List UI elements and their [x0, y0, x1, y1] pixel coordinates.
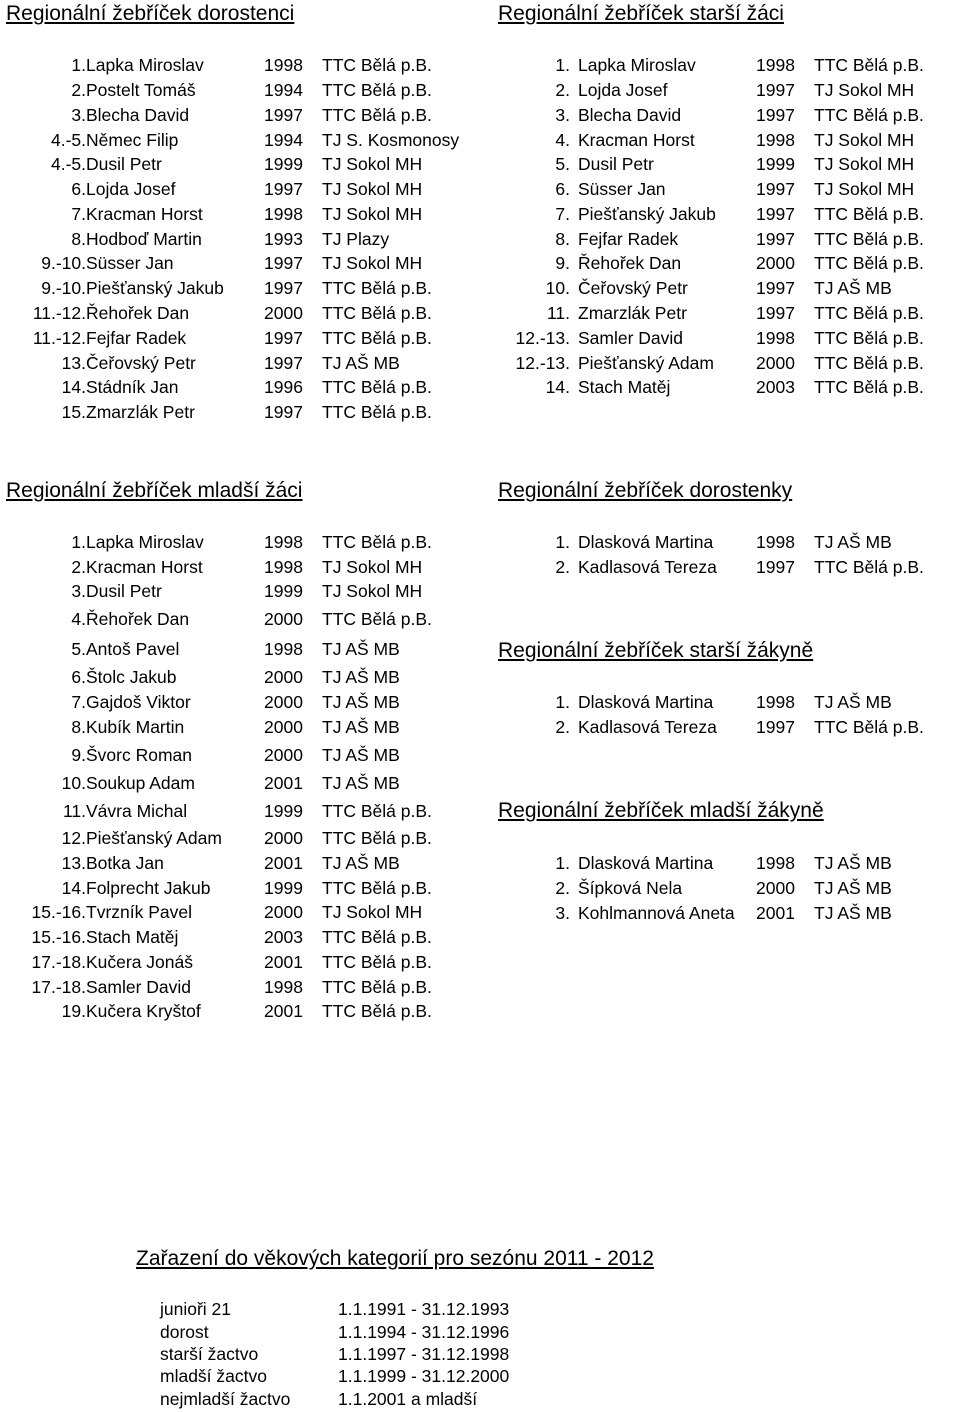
section-dorostenci: [6, 0, 476, 430]
birth-year: 2001: [264, 952, 303, 972]
birth-year: 1998: [756, 692, 795, 712]
birth-year: 1997: [264, 253, 303, 273]
category-date-range: 1.1.1994 - 31.12.1996: [338, 1322, 510, 1342]
section-mladsi-zaci: [6, 478, 476, 1038]
section-mladsi-zakyne: [498, 798, 960, 938]
rank-number: 17.-18.: [31, 952, 86, 972]
birth-year: 1996: [264, 377, 303, 397]
birth-year: 1997: [756, 105, 795, 125]
club-name: TTC Bělá p.B.: [814, 55, 924, 75]
rank-number: 7.: [555, 204, 570, 224]
birth-year: 2000: [756, 253, 795, 273]
club-name: TJ Sokol MH: [322, 253, 423, 273]
birth-year: 1997: [264, 353, 303, 373]
ranking-row: [498, 302, 960, 324]
rank-number: 1.: [71, 532, 86, 552]
rank-number: 3.: [71, 105, 86, 125]
ranking-row: [6, 691, 476, 713]
club-name: TJ Sokol MH: [814, 80, 915, 100]
club-name: TJ AŠ MB: [814, 878, 892, 898]
club-name: TJ AŠ MB: [814, 692, 892, 712]
ranking-row: [498, 252, 960, 274]
birth-year: 2000: [756, 878, 795, 898]
birth-year: 1999: [264, 154, 303, 174]
ranking-row: [6, 716, 476, 738]
ranking-row: [6, 951, 476, 973]
club-name: TTC Bělá p.B.: [322, 80, 432, 100]
club-name: TTC Bělá p.B.: [814, 328, 924, 348]
ranking-row: [498, 556, 960, 578]
rank-number: 9.-10.: [41, 278, 86, 298]
birth-year: 1997: [756, 557, 795, 577]
birth-year: 1997: [756, 80, 795, 100]
player-name: Šípková Nela: [578, 878, 683, 898]
club-name: TJ Sokol MH: [322, 581, 423, 601]
rank-number: 2.: [71, 557, 86, 577]
section-title: Regionální žebříček dorostenky: [498, 479, 793, 502]
section-title: Regionální žebříček mladší žáci: [6, 479, 303, 502]
club-name: TJ AŠ MB: [322, 745, 400, 765]
category-label: nejmladší žactvo: [160, 1389, 291, 1409]
ranking-row: [498, 691, 960, 713]
player-name: Folprecht Jakub: [86, 878, 211, 898]
ranking-row: [6, 531, 476, 553]
ranking-row: [498, 277, 960, 299]
rank-number: 11.: [62, 801, 86, 821]
ranking-row: [6, 153, 476, 175]
club-name: TTC Bělá p.B.: [322, 377, 432, 397]
club-name: TTC Bělá p.B.: [814, 377, 924, 397]
club-name: TTC Bělá p.B.: [322, 609, 432, 629]
ranking-row: [6, 178, 476, 200]
birth-year: 2003: [264, 927, 303, 947]
club-name: TJ Sokol MH: [814, 179, 915, 199]
player-name: Postelt Tomáš: [86, 80, 196, 100]
section-title: Regionální žebříček starší žákyně: [498, 639, 814, 662]
club-name: TTC Bělá p.B.: [322, 927, 432, 947]
club-name: TJ AŠ MB: [814, 853, 892, 873]
club-name: TJ AŠ MB: [814, 903, 892, 923]
birth-year: 1999: [264, 801, 303, 821]
ranking-row: [498, 352, 960, 374]
player-name: Kracman Horst: [86, 204, 203, 224]
player-name: Štolc Jakub: [86, 667, 177, 687]
club-name: TTC Bělá p.B.: [814, 105, 924, 125]
rank-number: 12.: [61, 828, 86, 848]
club-name: TTC Bělá p.B.: [322, 105, 432, 125]
club-name: TJ AŠ MB: [322, 717, 400, 737]
player-name: Tvrzník Pavel: [86, 902, 192, 922]
player-name: Gajdoš Viktor: [86, 692, 191, 712]
ranking-row: [498, 129, 960, 151]
club-name: TJ AŠ MB: [322, 353, 400, 373]
ranking-row: [6, 926, 476, 948]
rank-number: 2.: [71, 80, 86, 100]
rank-number: 4.: [71, 609, 86, 629]
player-name: Řehořek Dan: [86, 609, 190, 629]
club-name: TJ Sokol MH: [322, 557, 423, 577]
club-name: TJ Sokol MH: [814, 130, 915, 150]
player-name: Blecha David: [578, 105, 682, 125]
birth-year: 1998: [756, 328, 795, 348]
rank-number: 2.: [555, 80, 570, 100]
ranking-row: [498, 902, 960, 924]
rank-number: 13.: [61, 853, 86, 873]
birth-year: 2001: [264, 1001, 303, 1021]
player-name: Piešťanský Jakub: [578, 204, 716, 224]
rank-number: 14.: [545, 377, 570, 397]
player-name: Zmarzlák Petr: [86, 402, 195, 422]
rank-number: 1.: [555, 692, 570, 712]
player-name: Kubík Martin: [86, 717, 185, 737]
ranking-row: [498, 153, 960, 175]
rank-number: 1.: [555, 532, 570, 552]
player-name: Čeřovský Petr: [86, 353, 196, 373]
rank-number: 7.: [71, 204, 86, 224]
birth-year: 1997: [264, 278, 303, 298]
rank-number: 11.: [546, 303, 570, 323]
section-starsi-zaci: [498, 0, 960, 410]
category-date-range: 1.1.1999 - 31.12.2000: [338, 1366, 510, 1386]
category-date-range: 1.1.2001 a mladší: [338, 1389, 478, 1409]
birth-year: 1997: [756, 204, 795, 224]
club-name: TJ AŠ MB: [322, 773, 400, 793]
club-name: TTC Bělá p.B.: [322, 952, 432, 972]
club-name: TJ AŠ MB: [814, 532, 892, 552]
section-starsi-zakyne: [498, 638, 960, 748]
player-name: Fejfar Radek: [86, 328, 187, 348]
ranking-row: [6, 376, 476, 398]
player-name: Samler David: [578, 328, 684, 348]
player-name: Dlasková Martina: [578, 853, 714, 873]
player-name: Čeřovský Petr: [578, 278, 688, 298]
category-date-range: 1.1.1991 - 31.12.1993: [338, 1299, 510, 1319]
birth-year: 1993: [264, 229, 303, 249]
player-name: Blecha David: [86, 105, 190, 125]
birth-year: 1997: [264, 179, 303, 199]
player-name: Süsser Jan: [578, 179, 666, 199]
ranking-row: [498, 79, 960, 101]
club-name: TJ AŠ MB: [322, 692, 400, 712]
club-name: TJ Sokol MH: [322, 179, 423, 199]
ranking-row: [6, 129, 476, 151]
ranking-row: [6, 401, 476, 423]
ranking-row: [6, 800, 476, 822]
rank-number: 8.: [555, 229, 570, 249]
player-name: Hodboď Martin: [86, 229, 202, 249]
ranking-row: [498, 877, 960, 899]
rank-number: 14.: [61, 377, 86, 397]
player-name: Kracman Horst: [578, 130, 695, 150]
rank-number: 9.: [555, 253, 570, 273]
birth-year: 1998: [264, 55, 303, 75]
ranking-row: [6, 976, 476, 998]
club-name: TTC Bělá p.B.: [814, 353, 924, 373]
ranking-row: [6, 79, 476, 101]
club-name: TTC Bělá p.B.: [322, 55, 432, 75]
club-name: TTC Bělá p.B.: [322, 532, 432, 552]
birth-year: 2000: [756, 353, 795, 373]
ranking-row: [6, 901, 476, 923]
birth-year: 2000: [264, 609, 303, 629]
birth-year: 1997: [264, 402, 303, 422]
player-name: Lapka Miroslav: [86, 532, 204, 552]
birth-year: 1997: [756, 717, 795, 737]
ranking-row: [6, 666, 476, 688]
category-label: starší žactvo: [160, 1344, 259, 1364]
birth-year: 1997: [264, 105, 303, 125]
club-name: TTC Bělá p.B.: [322, 328, 432, 348]
birth-year: 1994: [264, 80, 303, 100]
ranking-row: [498, 531, 960, 553]
section-title: Regionální žebříček starší žáci: [498, 2, 784, 25]
birth-year: 1997: [756, 229, 795, 249]
club-name: TJ Sokol MH: [322, 902, 423, 922]
player-name: Němec Filip: [86, 130, 179, 150]
club-name: TTC Bělá p.B.: [814, 229, 924, 249]
birth-year: 2001: [264, 853, 303, 873]
club-name: TTC Bělá p.B.: [322, 1001, 432, 1021]
ranking-row: [6, 852, 476, 874]
ranking-row: [6, 580, 476, 602]
rank-number: 1.: [71, 55, 86, 75]
player-name: Zmarzlák Petr: [578, 303, 687, 323]
player-name: Samler David: [86, 977, 192, 997]
birth-year: 1999: [264, 878, 303, 898]
rank-number: 13.: [61, 353, 86, 373]
ranking-row: [6, 556, 476, 578]
ranking-row: [6, 638, 476, 660]
player-name: Dlasková Martina: [578, 692, 714, 712]
club-name: TTC Bělá p.B.: [322, 801, 432, 821]
player-name: Piešťanský Jakub: [86, 278, 224, 298]
rank-number: 19.: [61, 1001, 86, 1021]
rank-number: 2.: [555, 557, 570, 577]
birth-year: 1998: [756, 55, 795, 75]
ranking-row: [6, 1000, 476, 1022]
rank-number: 8.: [71, 717, 86, 737]
ranking-row: [6, 252, 476, 274]
rank-number: 7.: [71, 692, 86, 712]
rank-number: 6.: [71, 667, 86, 687]
player-name: Lojda Josef: [578, 80, 668, 100]
rank-number: 1.: [555, 55, 570, 75]
player-name: Lojda Josef: [86, 179, 176, 199]
club-name: TJ Sokol MH: [322, 154, 423, 174]
rank-number: 8.: [71, 229, 86, 249]
categories-title: Zařazení do věkových kategorií pro sezónu 2011 - 2012: [136, 1247, 654, 1270]
ranking-row: [498, 376, 960, 398]
ranking-row: [498, 104, 960, 126]
birth-year: 1997: [264, 328, 303, 348]
birth-year: 2001: [264, 773, 303, 793]
club-name: TTC Bělá p.B.: [814, 253, 924, 273]
rank-number: 12.-13.: [515, 353, 570, 373]
birth-year: 1998: [264, 532, 303, 552]
club-name: TJ S. Kosmonosy: [322, 130, 460, 150]
birth-year: 2000: [264, 828, 303, 848]
player-name: Botka Jan: [86, 853, 164, 873]
player-name: Lapka Miroslav: [578, 55, 696, 75]
category-label: junioři 21: [160, 1299, 232, 1319]
rank-number: 2.: [555, 717, 570, 737]
ranking-row: [498, 228, 960, 250]
club-name: TTC Bělá p.B.: [814, 204, 924, 224]
ranking-row: [6, 277, 476, 299]
ranking-row: [498, 716, 960, 738]
club-name: TJ Sokol MH: [322, 204, 423, 224]
ranking-row: [6, 877, 476, 899]
ranking-row: [498, 54, 960, 76]
birth-year: 1998: [756, 853, 795, 873]
rank-number: 9.: [71, 745, 86, 765]
club-name: TJ AŠ MB: [322, 639, 400, 659]
player-name: Lapka Miroslav: [86, 55, 204, 75]
birth-year: 1999: [264, 581, 303, 601]
player-name: Stach Matěj: [578, 377, 671, 397]
rank-number: 3.: [71, 581, 86, 601]
birth-year: 2000: [264, 667, 303, 687]
birth-year: 1998: [264, 204, 303, 224]
ranking-row: [498, 203, 960, 225]
player-name: Süsser Jan: [86, 253, 174, 273]
rank-number: 12.-13.: [515, 328, 570, 348]
ranking-row: [498, 852, 960, 874]
rank-number: 3.: [555, 105, 570, 125]
birth-year: 1998: [264, 639, 303, 659]
rank-number: 17.-18.: [31, 977, 86, 997]
club-name: TTC Bělá p.B.: [322, 278, 432, 298]
club-name: TTC Bělá p.B.: [322, 977, 432, 997]
player-name: Vávra Michal: [86, 801, 188, 821]
rank-number: 15.-16.: [31, 927, 86, 947]
rank-number: 4.: [555, 130, 570, 150]
rank-number: 4.-5.: [50, 130, 86, 150]
birth-year: 2000: [264, 745, 303, 765]
club-name: TJ Plazy: [322, 229, 390, 249]
birth-year: 2000: [264, 717, 303, 737]
club-name: TTC Bělá p.B.: [322, 828, 432, 848]
player-name: Kadlasová Tereza: [578, 717, 717, 737]
club-name: TTC Bělá p.B.: [322, 402, 432, 422]
club-name: TJ Sokol MH: [814, 154, 915, 174]
birth-year: 1998: [756, 130, 795, 150]
club-name: TTC Bělá p.B.: [814, 717, 924, 737]
rank-number: 4.-5.: [50, 154, 86, 174]
ranking-row: [6, 203, 476, 225]
ranking-row: [6, 827, 476, 849]
ranking-row: [6, 104, 476, 126]
birth-year: 2001: [756, 903, 795, 923]
birth-year: 1998: [756, 532, 795, 552]
birth-year: 1999: [756, 154, 795, 174]
club-name: TTC Bělá p.B.: [814, 303, 924, 323]
birth-year: 2000: [264, 303, 303, 323]
category-date-range: 1.1.1997 - 31.12.1998: [338, 1344, 510, 1364]
section-title: Regionální žebříček mladší žákyně: [498, 799, 824, 822]
ranking-row: [6, 608, 476, 630]
section-dorostenky: [498, 478, 960, 588]
player-name: Dusil Petr: [578, 154, 654, 174]
rank-number: 15.: [61, 402, 86, 422]
club-name: TJ AŠ MB: [814, 278, 892, 298]
rank-number: 10.: [545, 278, 570, 298]
rank-number: 1.: [555, 853, 570, 873]
rank-number: 5.: [555, 154, 570, 174]
rank-number: 15.-16.: [31, 902, 86, 922]
birth-year: 1998: [264, 557, 303, 577]
birth-year: 2003: [756, 377, 795, 397]
birth-year: 2000: [264, 902, 303, 922]
ranking-row: [6, 302, 476, 324]
player-name: Kučera Jonáš: [86, 952, 194, 972]
category-label: mladší žactvo: [160, 1366, 267, 1386]
player-name: Fejfar Radek: [578, 229, 679, 249]
ranking-row: [6, 772, 476, 794]
player-name: Stádník Jan: [86, 377, 179, 397]
player-name: Piešťanský Adam: [578, 353, 714, 373]
birth-year: 1997: [756, 303, 795, 323]
ranking-row: [6, 744, 476, 766]
ranking-row: [6, 228, 476, 250]
birth-year: 1997: [756, 278, 795, 298]
player-name: Švorc Roman: [86, 745, 193, 765]
player-name: Kracman Horst: [86, 557, 203, 577]
rank-number: 9.-10.: [41, 253, 86, 273]
player-name: Řehořek Dan: [86, 303, 190, 323]
player-name: Řehořek Dan: [578, 253, 682, 273]
player-name: Dlasková Martina: [578, 532, 714, 552]
birth-year: 1994: [264, 130, 303, 150]
category-label: dorost: [160, 1322, 209, 1342]
rank-number: 6.: [71, 179, 86, 199]
birth-year: 1997: [756, 179, 795, 199]
ranking-row: [498, 178, 960, 200]
player-name: Kučera Kryštof: [86, 1001, 201, 1021]
rank-number: 3.: [555, 903, 570, 923]
rank-number: 10.: [61, 773, 86, 793]
rank-number: 5.: [71, 639, 86, 659]
rank-number: 2.: [555, 878, 570, 898]
player-name: Dusil Petr: [86, 154, 162, 174]
rank-number: 11.-12.: [32, 303, 86, 323]
birth-year: 2000: [264, 692, 303, 712]
rank-number: 14.: [61, 878, 86, 898]
player-name: Stach Matěj: [86, 927, 179, 947]
ranking-row: [498, 327, 960, 349]
rank-number: 11.-12.: [32, 328, 86, 348]
club-name: TTC Bělá p.B.: [322, 878, 432, 898]
ranking-row: [6, 54, 476, 76]
player-name: Dusil Petr: [86, 581, 162, 601]
player-name: Soukup Adam: [86, 773, 195, 793]
player-name: Piešťanský Adam: [86, 828, 222, 848]
section-title: Regionální žebříček dorostenci: [6, 2, 295, 25]
club-name: TJ AŠ MB: [322, 853, 400, 873]
rank-number: 6.: [555, 179, 570, 199]
ranking-row: [6, 352, 476, 374]
player-name: Kadlasová Tereza: [578, 557, 717, 577]
ranking-row: [6, 327, 476, 349]
player-name: Antoš Pavel: [86, 639, 180, 659]
club-name: TTC Bělá p.B.: [322, 303, 432, 323]
birth-year: 1998: [264, 977, 303, 997]
player-name: Kohlmannová Aneta: [578, 903, 735, 923]
club-name: TTC Bělá p.B.: [814, 557, 924, 577]
club-name: TJ AŠ MB: [322, 667, 400, 687]
